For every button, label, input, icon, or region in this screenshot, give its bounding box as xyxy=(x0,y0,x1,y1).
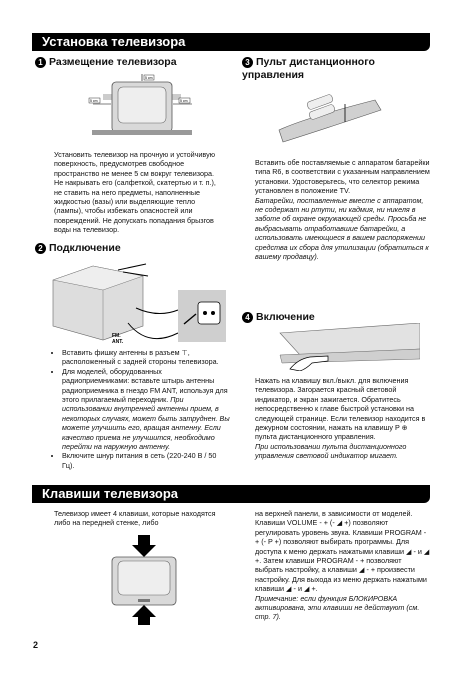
section-3-paragraph: Вставить обе поставляемые с аппаратом батарейки типа R6, в соответствии с указанным направлением установки. Удостоверьтесь, что селектор режима установлен в положение TV. xyxy=(255,158,430,196)
section-4-title: Включение xyxy=(256,311,315,323)
section-4-note: При использовании пульта дистанционного управления световой индикатор мигает. xyxy=(255,441,407,461)
page-title: Установка телевизора xyxy=(32,33,430,51)
power-button-illustration xyxy=(270,323,420,371)
dim-top-label: 5 cm xyxy=(145,76,153,80)
tv-keys-illustration xyxy=(100,533,190,628)
keys-note: Примечание: если функция БЛОКИРОВКА активирована, эти клавиши не действуют (см. стр. 7). xyxy=(255,593,420,622)
section-2-text xyxy=(54,348,230,470)
keys-section-title: Клавиши телевизора xyxy=(32,485,430,503)
section-3-text xyxy=(255,158,431,261)
section-2-heading xyxy=(35,242,121,255)
section-1-title: Размещение телевизора xyxy=(49,56,177,68)
section-number: 3 xyxy=(242,57,253,68)
tv-placement-illustration xyxy=(88,72,198,142)
section-3-title: Пульт дистанционного управления xyxy=(242,56,375,81)
list-item xyxy=(62,367,230,452)
section-4-text xyxy=(255,376,431,461)
section-4-paragraph: Нажать на клавишу вкл./выкл. для включения телевизора. Загорается красный световой индикатор, и экран зажигается. Обратитесь непосредственно к главе быстрой установки на следующей странице. Если телевизор находится в дежурном состоянии, нажать на клавишу P ⊕ пульта дистанционного управления. xyxy=(255,376,426,442)
section-3-heading xyxy=(242,56,417,82)
list-item-text: Для моделей, оборудованных радиоприемниками: вставьте штырь антенны радиоприемника в гнездо FM ANT, используя для этого прилагаемый переходник. xyxy=(62,366,228,405)
section-2-title: Подключение xyxy=(49,242,121,254)
connection-illustration xyxy=(48,258,230,348)
keys-left-text: Телевизор имеет 4 клавиши, которые находятся либо на передней стенке, либо xyxy=(54,509,216,528)
section-1-heading xyxy=(35,56,177,69)
page-number: 2 xyxy=(33,640,39,650)
section-number: 1 xyxy=(35,57,46,68)
fm-label: FM. xyxy=(112,333,121,339)
keys-right-text xyxy=(255,509,431,622)
section-1-text: Установить телевизор на прочную и устойчивую поверхность, предусмотрев свободное пространство не менее 5 см вокруг телевизора. Не накрывать его (салфеткой, скатертью и т. п.), не ставить на него предметы, наполненные жидкостью (вазы) или выделяющие тепло (лампы), чтобы избежать опасностей или повреждений. Не допускать попадания брызгов воды на телевизор. xyxy=(54,150,216,235)
dim-right-label: 5 cm xyxy=(180,99,188,103)
list-item: • Включите шнур питания в сеть (220-240 В / 50 Гц). xyxy=(62,451,230,470)
section-3-note: Батарейки, поставленные вместе с аппаратом, не содержат ни ртути, ни кадмия, ни никеля в заботе об охране окружающей среды. Просьба не выбрасывать отработавшие батарейки, а использовать имеющиеся в вашем распоряжении средства их сбора для утилизации (обратиться к вашему продавцу). xyxy=(255,195,429,262)
keys-paragraph: на верхней панели, в зависимости от моделей. Клавиши VOLUME - + (- ◢ +) позволяют регулировать уровень звука. Клавиши PROGRAM - + (- P +) позволяют выбирать программы. Для доступа к меню держать нажатыми клавиши ◢ - и ◢ +. Затем клавиши PROGRAM - + позволяют выбрать настройку, а клавиши ◢ - + произвести настройку. Для выхода из меню держать нажатыми клавиши ◢ - и ◢ +. xyxy=(255,509,430,594)
remote-illustration xyxy=(275,92,385,144)
list-item-note: При использовании внутренней антенны прием, в некоторых случаях, может быть затруднен. Вы можете улучшить его, вращая антенну. Если качество приема не улучшится, необходимо перейти на наружную антенну. xyxy=(62,395,230,452)
section-number: 4 xyxy=(242,312,253,323)
ant-label: ANT. xyxy=(112,339,124,345)
dim-left-label: 5 cm xyxy=(90,99,98,103)
list-item: • Вставить фишку антенны в разъем ⊤, расположенный с задней стороны телевизора. xyxy=(62,348,230,367)
section-number: 2 xyxy=(35,243,46,254)
